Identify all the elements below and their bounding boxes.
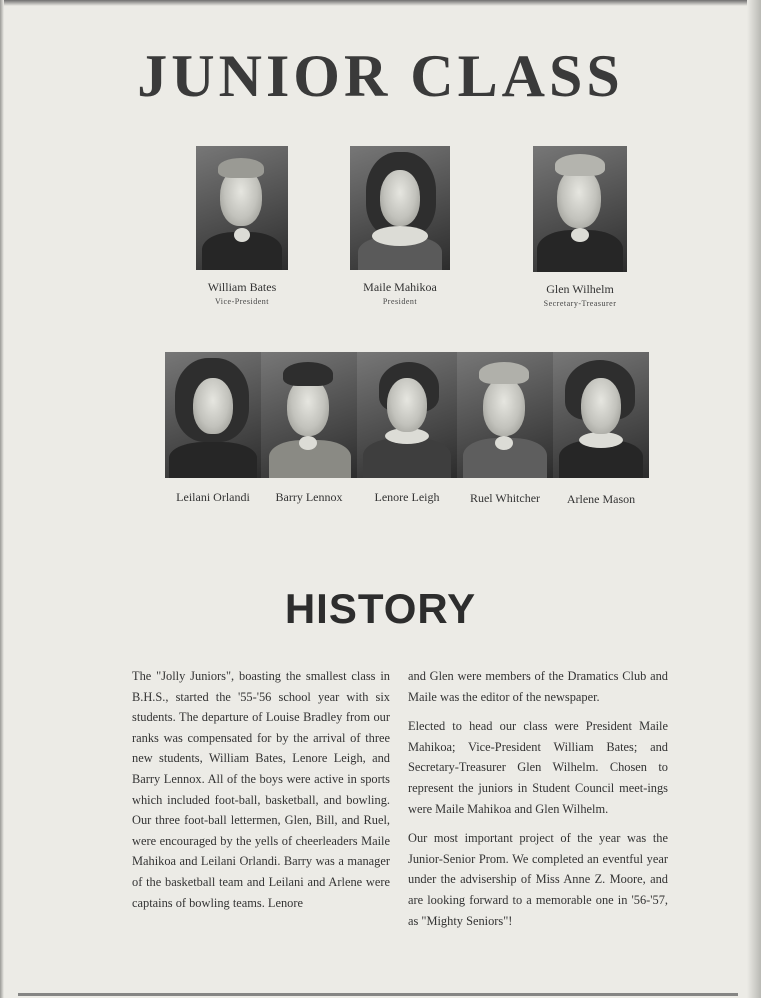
officer-photo-maile-mahikoa (350, 146, 450, 270)
page-title: JUNIOR CLASS (137, 43, 624, 109)
history-paragraph: and Glen were members of the Dramatics Club and Maile was the editor of the newspaper. (408, 669, 668, 704)
history-paragraph: Our most important project of the year was the Junior-Senior Prom. We completed an eventful year under the advisership of Miss Anne Z. Moore, and are looking forward to a memorable one in '56-'57, as "Mighty Seniors"! (408, 831, 668, 928)
member-name: Ruel Whitcher (469, 491, 541, 505)
officer-name: Glen Wilhelm (546, 282, 614, 296)
member-name: Arlene Mason (566, 492, 636, 506)
officer-caption (334, 280, 466, 306)
member-photo-arlene-mason (553, 352, 649, 478)
page-edge-right (747, 0, 761, 998)
member-name: Leilani Orlandi (176, 490, 250, 504)
officer-name: Maile Mahikoa (363, 280, 437, 294)
page-edge-left (0, 0, 4, 998)
member-photo-barry-lennox (261, 352, 357, 478)
member-photo-lenore-leigh (357, 352, 457, 478)
history-heading: HISTORY (284, 585, 477, 632)
officer-photo-william-bates (196, 146, 288, 270)
member-name: Barry Lennox (275, 490, 343, 504)
officer-role: President (382, 297, 418, 306)
history-paragraph: The "Jolly Juniors", boasting the smallest class in B.H.S., started the '55-'56 school year with six students. The departure of Louise Bradley from our ranks was compensated for by the arrival of three new students, William Bates, Lenore Leigh, and Barry Lennox. All of the boys were active in sports which included foot-ball, basketball, and bowling. Our three foot-ball lettermen, Glen, Bill, and Ruel, were encouraged by the yells of cheerleaders Maile Mahikoa and Leilani Orlandi. Barry was a manager of the basketball team and Leilani and Arlene were captains of bowling teams. Lenore (132, 669, 390, 910)
officer-caption (512, 282, 648, 308)
page-edge-bottom (18, 993, 738, 996)
officer-name: William Bates (207, 280, 277, 294)
member-photo-ruel-whitcher (457, 352, 553, 478)
member-photo-leilani-orlandi (165, 352, 261, 478)
officer-photo-glen-wilhelm (533, 146, 627, 272)
history-right-column (408, 666, 668, 940)
history-left-column (132, 666, 390, 922)
page-edge-top (0, 0, 761, 6)
officer-role: Vice-President (214, 297, 270, 306)
member-name: Lenore Leigh (374, 490, 440, 504)
officer-caption (176, 280, 308, 306)
officer-role: Secretary-Treasurer (543, 299, 617, 308)
history-paragraph: Elected to head our class were President Maile Mahikoa; Vice-President William Bates; and Secretary-Treasurer Glen Wilhelm. Chosen to represent the juniors in Student Council meet-ings were Maile Mahikoa and Glen Wilhelm. (408, 719, 668, 816)
